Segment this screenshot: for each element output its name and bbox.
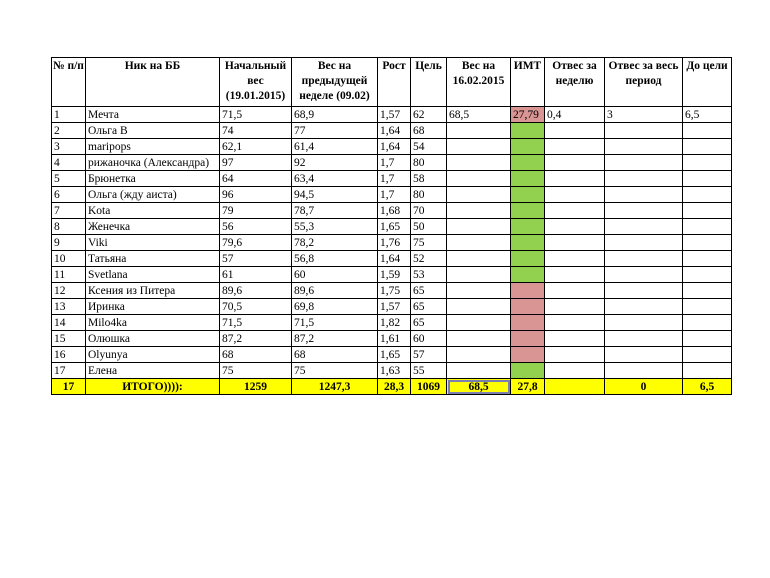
- loss-total-cell[interactable]: [605, 299, 683, 315]
- nick-cell[interactable]: Milo4ka: [86, 315, 220, 331]
- table-row: [52, 203, 732, 219]
- nick-cell[interactable]: Олюшка: [86, 331, 220, 347]
- col-header-prev-weight[interactable]: Вес на предыдущей неделе (09.02): [292, 58, 378, 107]
- loss-week-cell[interactable]: [545, 171, 605, 187]
- height-cell[interactable]: 1,63: [378, 363, 411, 379]
- table-row: [52, 283, 732, 299]
- height-cell[interactable]: 1,57: [378, 299, 411, 315]
- row-number-cell[interactable]: 4: [52, 155, 86, 171]
- nick-cell[interactable]: Ольга В: [86, 123, 220, 139]
- height-cell[interactable]: 1,65: [378, 219, 411, 235]
- to-goal-cell[interactable]: [683, 235, 732, 251]
- loss-week-cell[interactable]: [545, 123, 605, 139]
- bmi-cell[interactable]: [511, 267, 545, 283]
- start-weight-cell[interactable]: 87,2: [220, 331, 292, 347]
- loss-total-cell[interactable]: [605, 315, 683, 331]
- row-number-cell[interactable]: 6: [52, 187, 86, 203]
- current-weight-cell[interactable]: [447, 267, 511, 283]
- loss-total-cell[interactable]: [605, 155, 683, 171]
- loss-total-cell[interactable]: [605, 363, 683, 379]
- loss-week-cell[interactable]: [545, 155, 605, 171]
- current-weight-cell[interactable]: [447, 315, 511, 331]
- bmi-cell[interactable]: [511, 315, 545, 331]
- to-goal-cell[interactable]: [683, 363, 732, 379]
- prev-weight-cell[interactable]: 75: [292, 363, 378, 379]
- prev-weight-cell[interactable]: 61,4: [292, 139, 378, 155]
- bmi-cell[interactable]: [511, 187, 545, 203]
- col-header-start-weight[interactable]: Начальный вес (19.01.2015): [220, 58, 292, 107]
- height-cell[interactable]: 1,59: [378, 267, 411, 283]
- loss-week-cell[interactable]: [545, 187, 605, 203]
- total-loss-week[interactable]: [545, 379, 605, 395]
- nick-cell[interactable]: Viki: [86, 235, 220, 251]
- loss-week-cell[interactable]: [545, 251, 605, 267]
- loss-week-cell[interactable]: [545, 283, 605, 299]
- goal-cell[interactable]: 52: [411, 251, 447, 267]
- prev-weight-cell[interactable]: 56,8: [292, 251, 378, 267]
- loss-total-cell[interactable]: [605, 251, 683, 267]
- bmi-cell[interactable]: [511, 203, 545, 219]
- current-weight-cell[interactable]: [447, 363, 511, 379]
- goal-cell[interactable]: 60: [411, 331, 447, 347]
- start-weight-cell[interactable]: 57: [220, 251, 292, 267]
- height-cell[interactable]: 1,75: [378, 283, 411, 299]
- col-header-loss-week[interactable]: Отвес за неделю: [545, 58, 605, 107]
- table-row: [52, 219, 732, 235]
- row-number-cell[interactable]: 10: [52, 251, 86, 267]
- start-weight-cell[interactable]: 68: [220, 347, 292, 363]
- table-row: [52, 155, 732, 171]
- nick-cell[interactable]: maripops: [86, 139, 220, 155]
- nick-cell[interactable]: Женечка: [86, 219, 220, 235]
- row-number-cell[interactable]: 8: [52, 219, 86, 235]
- table-row: [52, 171, 732, 187]
- prev-weight-cell[interactable]: 87,2: [292, 331, 378, 347]
- prev-weight-cell[interactable]: 78,7: [292, 203, 378, 219]
- loss-total-cell[interactable]: [605, 347, 683, 363]
- bmi-cell[interactable]: [511, 331, 545, 347]
- current-weight-cell[interactable]: [447, 251, 511, 267]
- start-weight-cell[interactable]: 61: [220, 267, 292, 283]
- total-goal[interactable]: 1069: [411, 379, 447, 395]
- header-row: [52, 58, 732, 107]
- col-header-height[interactable]: Рост: [378, 58, 411, 107]
- to-goal-cell[interactable]: [683, 251, 732, 267]
- height-cell[interactable]: 1,64: [378, 251, 411, 267]
- table-body: [52, 107, 732, 379]
- goal-cell[interactable]: 65: [411, 315, 447, 331]
- current-weight-cell[interactable]: [447, 155, 511, 171]
- total-number[interactable]: 17: [52, 379, 86, 395]
- start-weight-cell[interactable]: 97: [220, 155, 292, 171]
- goal-cell[interactable]: 50: [411, 219, 447, 235]
- prev-weight-cell[interactable]: 89,6: [292, 283, 378, 299]
- nick-cell[interactable]: Иринка: [86, 299, 220, 315]
- current-weight-cell[interactable]: [447, 331, 511, 347]
- bmi-cell[interactable]: [511, 251, 545, 267]
- start-weight-cell[interactable]: 89,6: [220, 283, 292, 299]
- table-row: [52, 123, 732, 139]
- to-goal-cell[interactable]: [683, 267, 732, 283]
- to-goal-cell[interactable]: [683, 283, 732, 299]
- to-goal-cell[interactable]: [683, 219, 732, 235]
- prev-weight-cell[interactable]: 69,8: [292, 299, 378, 315]
- nick-cell[interactable]: рижаночка (Александра): [86, 155, 220, 171]
- row-number-cell[interactable]: 16: [52, 347, 86, 363]
- col-header-to-goal[interactable]: До цели: [683, 58, 732, 107]
- prev-weight-cell[interactable]: 63,4: [292, 171, 378, 187]
- start-weight-cell[interactable]: 70,5: [220, 299, 292, 315]
- start-weight-cell[interactable]: 79,6: [220, 235, 292, 251]
- to-goal-cell[interactable]: [683, 171, 732, 187]
- current-weight-cell[interactable]: [447, 283, 511, 299]
- total-to-goal[interactable]: 6,5: [683, 379, 732, 395]
- col-header-loss-total[interactable]: Отвес за весь период: [605, 58, 683, 107]
- height-cell[interactable]: 1,64: [378, 139, 411, 155]
- goal-cell[interactable]: 53: [411, 267, 447, 283]
- row-number-cell[interactable]: 17: [52, 363, 86, 379]
- table-row: [52, 235, 732, 251]
- to-goal-cell[interactable]: [683, 155, 732, 171]
- loss-total-cell[interactable]: [605, 171, 683, 187]
- bmi-cell[interactable]: [511, 171, 545, 187]
- nick-cell[interactable]: Елена: [86, 363, 220, 379]
- start-weight-cell[interactable]: 71,5: [220, 107, 292, 123]
- loss-week-cell[interactable]: [545, 235, 605, 251]
- total-row: [52, 379, 732, 395]
- loss-total-cell[interactable]: [605, 123, 683, 139]
- height-cell[interactable]: 1,57: [378, 107, 411, 123]
- table-row: [52, 267, 732, 283]
- height-cell[interactable]: 1,7: [378, 155, 411, 171]
- to-goal-cell[interactable]: [683, 123, 732, 139]
- col-header-bmi[interactable]: ИМТ: [511, 58, 545, 107]
- total-prev-weight[interactable]: 1247,3: [292, 379, 378, 395]
- table-row: [52, 107, 732, 123]
- loss-week-cell[interactable]: [545, 203, 605, 219]
- table-row: [52, 299, 732, 315]
- to-goal-cell[interactable]: [683, 203, 732, 219]
- row-number-cell[interactable]: 2: [52, 123, 86, 139]
- table-row: [52, 251, 732, 267]
- bmi-cell[interactable]: [511, 299, 545, 315]
- current-weight-cell[interactable]: [447, 203, 511, 219]
- row-number-cell[interactable]: 7: [52, 203, 86, 219]
- row-number-cell[interactable]: 14: [52, 315, 86, 331]
- goal-cell[interactable]: 68: [411, 123, 447, 139]
- bmi-cell[interactable]: [511, 235, 545, 251]
- col-header-nick[interactable]: Ник на ББ: [86, 58, 220, 107]
- current-weight-cell[interactable]: [447, 187, 511, 203]
- loss-week-cell[interactable]: 0,4: [545, 107, 605, 123]
- bmi-cell[interactable]: [511, 219, 545, 235]
- current-weight-cell[interactable]: [447, 171, 511, 187]
- prev-weight-cell[interactable]: 92: [292, 155, 378, 171]
- current-weight-cell[interactable]: [447, 347, 511, 363]
- nick-cell[interactable]: Мечта: [86, 107, 220, 123]
- row-number-cell[interactable]: 11: [52, 267, 86, 283]
- loss-week-cell[interactable]: [545, 299, 605, 315]
- height-cell[interactable]: 1,76: [378, 235, 411, 251]
- height-cell[interactable]: 1,68: [378, 203, 411, 219]
- to-goal-cell[interactable]: [683, 331, 732, 347]
- height-cell[interactable]: 1,61: [378, 331, 411, 347]
- loss-total-cell[interactable]: 3: [605, 107, 683, 123]
- start-weight-cell[interactable]: 96: [220, 187, 292, 203]
- row-number-cell[interactable]: 12: [52, 283, 86, 299]
- nick-cell[interactable]: Olyunya: [86, 347, 220, 363]
- start-weight-cell[interactable]: 64: [220, 171, 292, 187]
- start-weight-cell[interactable]: 75: [220, 363, 292, 379]
- row-number-cell[interactable]: 13: [52, 299, 86, 315]
- start-weight-cell[interactable]: 62,1: [220, 139, 292, 155]
- bmi-cell[interactable]: 27,79: [511, 107, 545, 123]
- total-loss-total[interactable]: 0: [605, 379, 683, 395]
- nick-cell[interactable]: Ольга (жду аиста): [86, 187, 220, 203]
- loss-total-cell[interactable]: [605, 203, 683, 219]
- nick-cell[interactable]: Татьяна: [86, 251, 220, 267]
- bmi-cell[interactable]: [511, 155, 545, 171]
- goal-cell[interactable]: 75: [411, 235, 447, 251]
- goal-cell[interactable]: 55: [411, 363, 447, 379]
- current-weight-cell[interactable]: [447, 219, 511, 235]
- loss-total-cell[interactable]: [605, 187, 683, 203]
- loss-total-cell[interactable]: [605, 235, 683, 251]
- loss-total-cell[interactable]: [605, 139, 683, 155]
- current-weight-cell[interactable]: [447, 139, 511, 155]
- height-cell[interactable]: 1,82: [378, 315, 411, 331]
- spreadsheet-table: [51, 57, 732, 395]
- col-header-goal[interactable]: Цель: [411, 58, 447, 107]
- start-weight-cell[interactable]: 74: [220, 123, 292, 139]
- current-weight-cell[interactable]: [447, 123, 511, 139]
- to-goal-cell[interactable]: [683, 315, 732, 331]
- to-goal-cell[interactable]: [683, 299, 732, 315]
- start-weight-cell[interactable]: 56: [220, 219, 292, 235]
- prev-weight-cell[interactable]: 77: [292, 123, 378, 139]
- loss-week-cell[interactable]: [545, 267, 605, 283]
- goal-cell[interactable]: 58: [411, 171, 447, 187]
- prev-weight-cell[interactable]: 55,3: [292, 219, 378, 235]
- current-weight-cell[interactable]: 68,5: [447, 107, 511, 123]
- bmi-cell[interactable]: [511, 347, 545, 363]
- to-goal-cell[interactable]: [683, 347, 732, 363]
- prev-weight-cell[interactable]: 78,2: [292, 235, 378, 251]
- col-header-current-weight[interactable]: Вес на 16.02.2015: [447, 58, 511, 107]
- start-weight-cell[interactable]: 79: [220, 203, 292, 219]
- loss-total-cell[interactable]: [605, 267, 683, 283]
- loss-week-cell[interactable]: [545, 347, 605, 363]
- goal-cell[interactable]: 80: [411, 187, 447, 203]
- nick-cell[interactable]: Kota: [86, 203, 220, 219]
- prev-weight-cell[interactable]: 60: [292, 267, 378, 283]
- total-height[interactable]: 28,3: [378, 379, 411, 395]
- loss-week-cell[interactable]: [545, 331, 605, 347]
- bmi-cell[interactable]: [511, 363, 545, 379]
- goal-cell[interactable]: 62: [411, 107, 447, 123]
- total-current-weight[interactable]: 68,5: [447, 379, 511, 395]
- nick-cell[interactable]: Брюнетка: [86, 171, 220, 187]
- loss-week-cell[interactable]: [545, 315, 605, 331]
- goal-cell[interactable]: 65: [411, 299, 447, 315]
- total-start-weight[interactable]: 1259: [220, 379, 292, 395]
- row-number-cell[interactable]: 1: [52, 107, 86, 123]
- prev-weight-cell[interactable]: 94,5: [292, 187, 378, 203]
- prev-weight-cell[interactable]: 68: [292, 347, 378, 363]
- goal-cell[interactable]: 54: [411, 139, 447, 155]
- loss-total-cell[interactable]: [605, 283, 683, 299]
- loss-total-cell[interactable]: [605, 331, 683, 347]
- height-cell[interactable]: 1,7: [378, 187, 411, 203]
- prev-weight-cell[interactable]: 71,5: [292, 315, 378, 331]
- current-weight-cell[interactable]: [447, 235, 511, 251]
- table-row: [52, 187, 732, 203]
- col-header-number[interactable]: № п/п: [52, 58, 86, 107]
- goal-cell[interactable]: 80: [411, 155, 447, 171]
- table-row: [52, 331, 732, 347]
- goal-cell[interactable]: 65: [411, 283, 447, 299]
- goal-cell[interactable]: 57: [411, 347, 447, 363]
- height-cell[interactable]: 1,7: [378, 171, 411, 187]
- bmi-cell[interactable]: [511, 123, 545, 139]
- row-number-cell[interactable]: 15: [52, 331, 86, 347]
- to-goal-cell[interactable]: [683, 187, 732, 203]
- row-number-cell[interactable]: 5: [52, 171, 86, 187]
- table-row: [52, 139, 732, 155]
- to-goal-cell[interactable]: [683, 139, 732, 155]
- bmi-cell[interactable]: [511, 139, 545, 155]
- height-cell[interactable]: 1,65: [378, 347, 411, 363]
- bmi-cell[interactable]: [511, 283, 545, 299]
- total-label[interactable]: ИТОГО)))):: [86, 379, 220, 395]
- to-goal-cell[interactable]: 6,5: [683, 107, 732, 123]
- current-weight-cell[interactable]: [447, 299, 511, 315]
- nick-cell[interactable]: Ксения из Питера: [86, 283, 220, 299]
- table-row: [52, 347, 732, 363]
- row-number-cell[interactable]: 3: [52, 139, 86, 155]
- table-row: [52, 315, 732, 331]
- table-row: [52, 363, 732, 379]
- total-bmi[interactable]: 27,8: [511, 379, 545, 395]
- height-cell[interactable]: 1,64: [378, 123, 411, 139]
- nick-cell[interactable]: Svetlana: [86, 267, 220, 283]
- loss-week-cell[interactable]: [545, 363, 605, 379]
- start-weight-cell[interactable]: 71,5: [220, 315, 292, 331]
- loss-total-cell[interactable]: [605, 219, 683, 235]
- loss-week-cell[interactable]: [545, 219, 605, 235]
- prev-weight-cell[interactable]: 68,9: [292, 107, 378, 123]
- goal-cell[interactable]: 70: [411, 203, 447, 219]
- loss-week-cell[interactable]: [545, 139, 605, 155]
- row-number-cell[interactable]: 9: [52, 235, 86, 251]
